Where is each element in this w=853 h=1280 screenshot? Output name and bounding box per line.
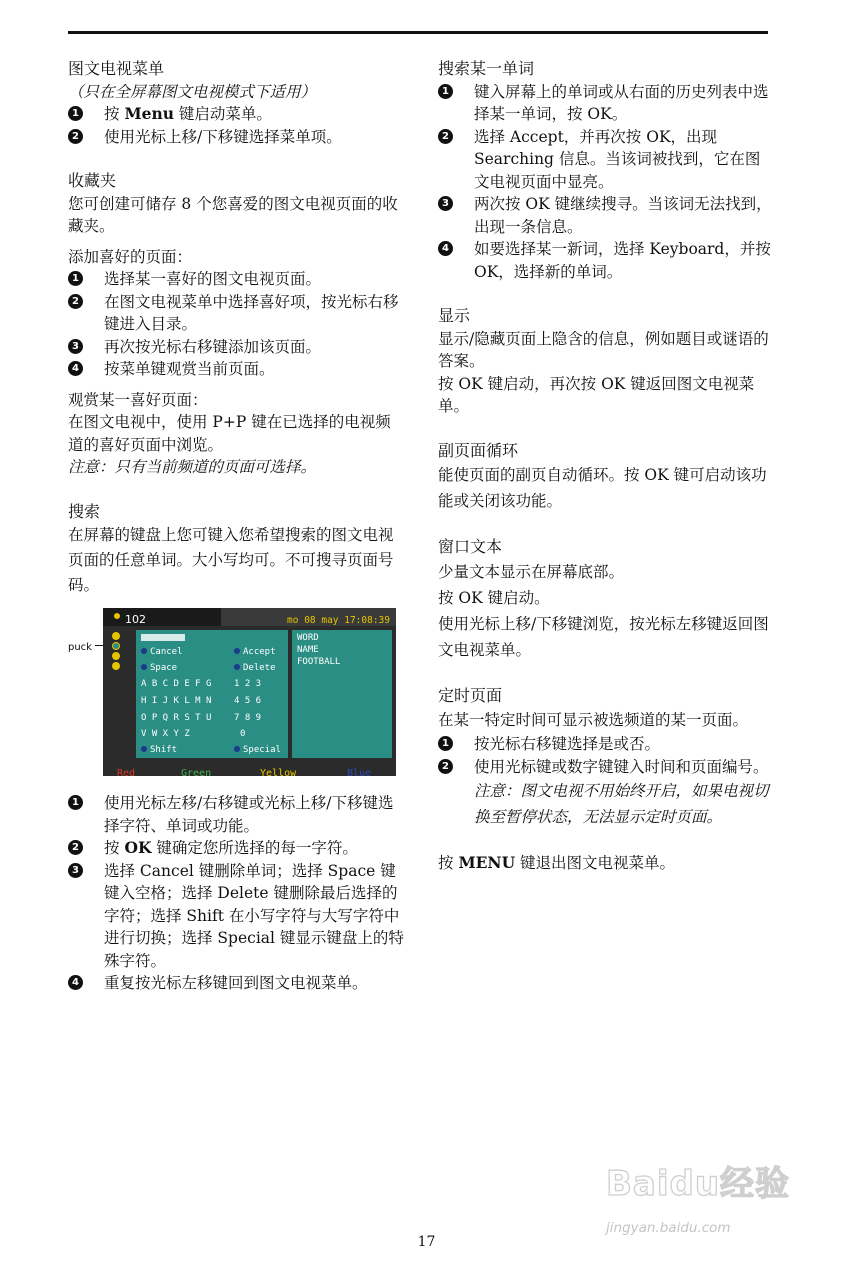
view-favorite-heading: 观赏某一喜好页面：: [68, 390, 208, 409]
indicator-dot-icon: [114, 613, 120, 619]
digit-row[interactable]: 7 8 9: [234, 713, 262, 723]
list-item: 4 如要选择某一新词，选择 Keyboard，并按 OK，选择新的单词。: [438, 238, 773, 283]
search-text: 在屏幕的键盘上您可键入您希望搜索的图文电视页面的任意单词。大小写均可。不可搜寻页面号码。: [68, 526, 394, 594]
step-number-icon: 3: [68, 339, 83, 354]
list-item: 1 使用光标左移/右移键或光标上移/下移键选择字符、单词或功能。: [68, 792, 405, 837]
step-number-icon: 3: [68, 863, 83, 878]
view-favorite-text: 在图文电视中，使用 P+P 键在已选择的电视频道的喜好页面中浏览。: [68, 413, 391, 454]
subpage-heading: 副页面循环: [438, 440, 519, 460]
blue-key-label[interactable]: Blue: [347, 768, 372, 779]
word-input-field[interactable]: [141, 634, 185, 641]
list-item: 3 两次按 OK 键继续搜寻。当该词无法找到，出现一条信息。: [438, 193, 773, 238]
menu-subtitle: （只在全屏幕图文电视模式下适用）: [68, 82, 317, 101]
digit-row[interactable]: 4 5 6: [234, 696, 262, 706]
list-item: 2 按 OK 键确定您所选择的每一字符。: [68, 837, 405, 860]
list-item: 1 键入屏幕上的单词或从右面的历史列表中选择某一单词，按 OK。: [438, 81, 773, 126]
digit-row[interactable]: 1 2 3: [234, 679, 262, 689]
step-number-icon: 1: [438, 84, 453, 99]
list-item: 4 重复按光标左移键回到图文电视菜单。: [68, 972, 405, 995]
list-item: 3 再次按光标右移键添加该页面。: [68, 336, 405, 359]
list-item: 2 使用光标键或数字键键入时间和页面编号。: [438, 756, 773, 779]
timed-page-heading: 定时页面: [438, 685, 503, 705]
step-number-icon: 1: [438, 736, 453, 751]
tv-screen: [103, 608, 396, 779]
step-number-icon: 2: [438, 759, 453, 774]
special-key[interactable]: Special: [234, 745, 281, 756]
exit-menu-text: 按 MENU 键退出图文电视菜单。: [438, 853, 676, 872]
window-text-heading: 窗口文本: [438, 537, 503, 556]
history-list: [292, 630, 392, 758]
list-item: 1 选择某一喜好的图文电视页面。: [68, 268, 405, 291]
favorites-heading: 收藏夹: [68, 171, 117, 190]
window-text-3: 使用光标上移/下移键浏览，按光标左移键返回图文电视菜单。: [438, 614, 769, 659]
step-number-icon: 2: [68, 294, 83, 309]
on-screen-keyboard: [136, 630, 288, 758]
red-key-label[interactable]: Red: [117, 768, 136, 779]
step-number-icon: 2: [68, 840, 83, 855]
digit-row[interactable]: 0: [240, 729, 246, 739]
step-number-icon: 1: [68, 106, 83, 121]
step-number-icon: 4: [68, 975, 83, 990]
yellow-key-label[interactable]: Yellow: [260, 768, 297, 779]
timed-page-text: 在某一特定时间可显示被选频道的某一页面。: [438, 711, 749, 729]
left-column: [68, 58, 405, 995]
letter-row[interactable]: H I J K L M N: [141, 696, 212, 706]
watermark-url: jingyan.baidu.com: [606, 1220, 731, 1236]
space-key[interactable]: Space: [141, 663, 177, 674]
history-item[interactable]: WORD: [297, 633, 319, 643]
window-text-1: 少量文本显示在屏幕底部。: [438, 562, 625, 581]
favorites-text: 您可创建可储存 8 个您喜爱的图文电视页面的收藏夹。: [68, 194, 398, 235]
puck-icon: [112, 632, 121, 670]
page-number: 102: [125, 613, 146, 626]
history-item[interactable]: NAME: [297, 645, 319, 655]
color-key-bar: [103, 761, 396, 779]
page-number-footer: 17: [417, 1234, 436, 1250]
shift-key[interactable]: Shift: [141, 745, 177, 756]
step-number-icon: 1: [68, 795, 83, 810]
list-item: 3 选择 Cancel 键删除单词；选择 Space 键键入空格；选择 Delete 键删除最后选择的字符；选择 Shift 在小写字符与大写字符中进行切换；选择 Special 键显示键盘上的特殊字符。: [68, 860, 405, 973]
letter-row[interactable]: O P Q R S T U: [141, 713, 212, 723]
accept-key[interactable]: Accept: [234, 647, 276, 658]
step-number-icon: 4: [438, 241, 453, 256]
list-item: 1 按光标右移键选择是或否。: [438, 733, 773, 756]
view-favorite-note: 注意：只有当前频道的页面可选择。: [68, 458, 317, 476]
display-text: 显示/隐藏页面上隐含的信息，例如题目或谜语的答案。: [438, 329, 769, 370]
list-item: 1 按 Menu 键启动菜单。: [68, 103, 405, 126]
list-item: 2 使用光标上移/下移键选择菜单项。: [68, 126, 405, 149]
right-column: [438, 58, 773, 875]
step-number-icon: 2: [438, 129, 453, 144]
window-text-2: 按 OK 键启动。: [438, 588, 550, 607]
search-heading: 搜索: [68, 501, 101, 521]
watermark-logo: Baidu经验: [606, 1164, 791, 1204]
timed-page-note: 注意：图文电视不用始终开启，如果电视切换至暂停状态，无法显示定时页面。: [474, 782, 769, 826]
add-favorite-heading: 添加喜好的页面：: [68, 247, 193, 266]
screen-header: [103, 608, 396, 626]
puck-label: puck: [68, 642, 92, 653]
teletext-keyboard-figure: [68, 608, 405, 784]
green-key-label[interactable]: Green: [181, 768, 212, 779]
menu-heading: 图文电视菜单: [68, 59, 165, 78]
display-heading: 显示: [438, 306, 471, 325]
subpage-text: 能使页面的副页自动循环。按 OK 键可启动该功能或关闭该功能。: [438, 466, 767, 510]
letter-row[interactable]: A B C D E F G: [141, 679, 212, 689]
puck-pointer-line: [95, 645, 103, 646]
display-text-2: 按 OK 键启动，再次按 OK 键返回图文电视菜单。: [438, 374, 755, 415]
top-rule: [68, 31, 768, 34]
date-time: mo 08 may 17:08:39: [287, 615, 390, 626]
list-item: 2 选择 Accept，并再次按 OK，出现 Searching 信息。当该词被找到，它在图文电视页面中显亮。: [438, 126, 773, 194]
cancel-key[interactable]: Cancel: [141, 647, 183, 658]
step-number-icon: 1: [68, 271, 83, 286]
history-item[interactable]: FOOTBALL: [297, 657, 341, 667]
list-item: 4 按菜单键观赏当前页面。: [68, 358, 405, 381]
delete-key[interactable]: Delete: [234, 663, 276, 674]
list-item: 2 在图文电视菜单中选择喜好项，按光标右移键进入目录。: [68, 291, 405, 336]
step-number-icon: 3: [438, 196, 453, 211]
step-number-icon: 4: [68, 361, 83, 376]
step-number-icon: 2: [68, 129, 83, 144]
word-search-heading: 搜索某一单词: [438, 59, 535, 78]
letter-row[interactable]: V W X Y Z: [141, 729, 190, 739]
